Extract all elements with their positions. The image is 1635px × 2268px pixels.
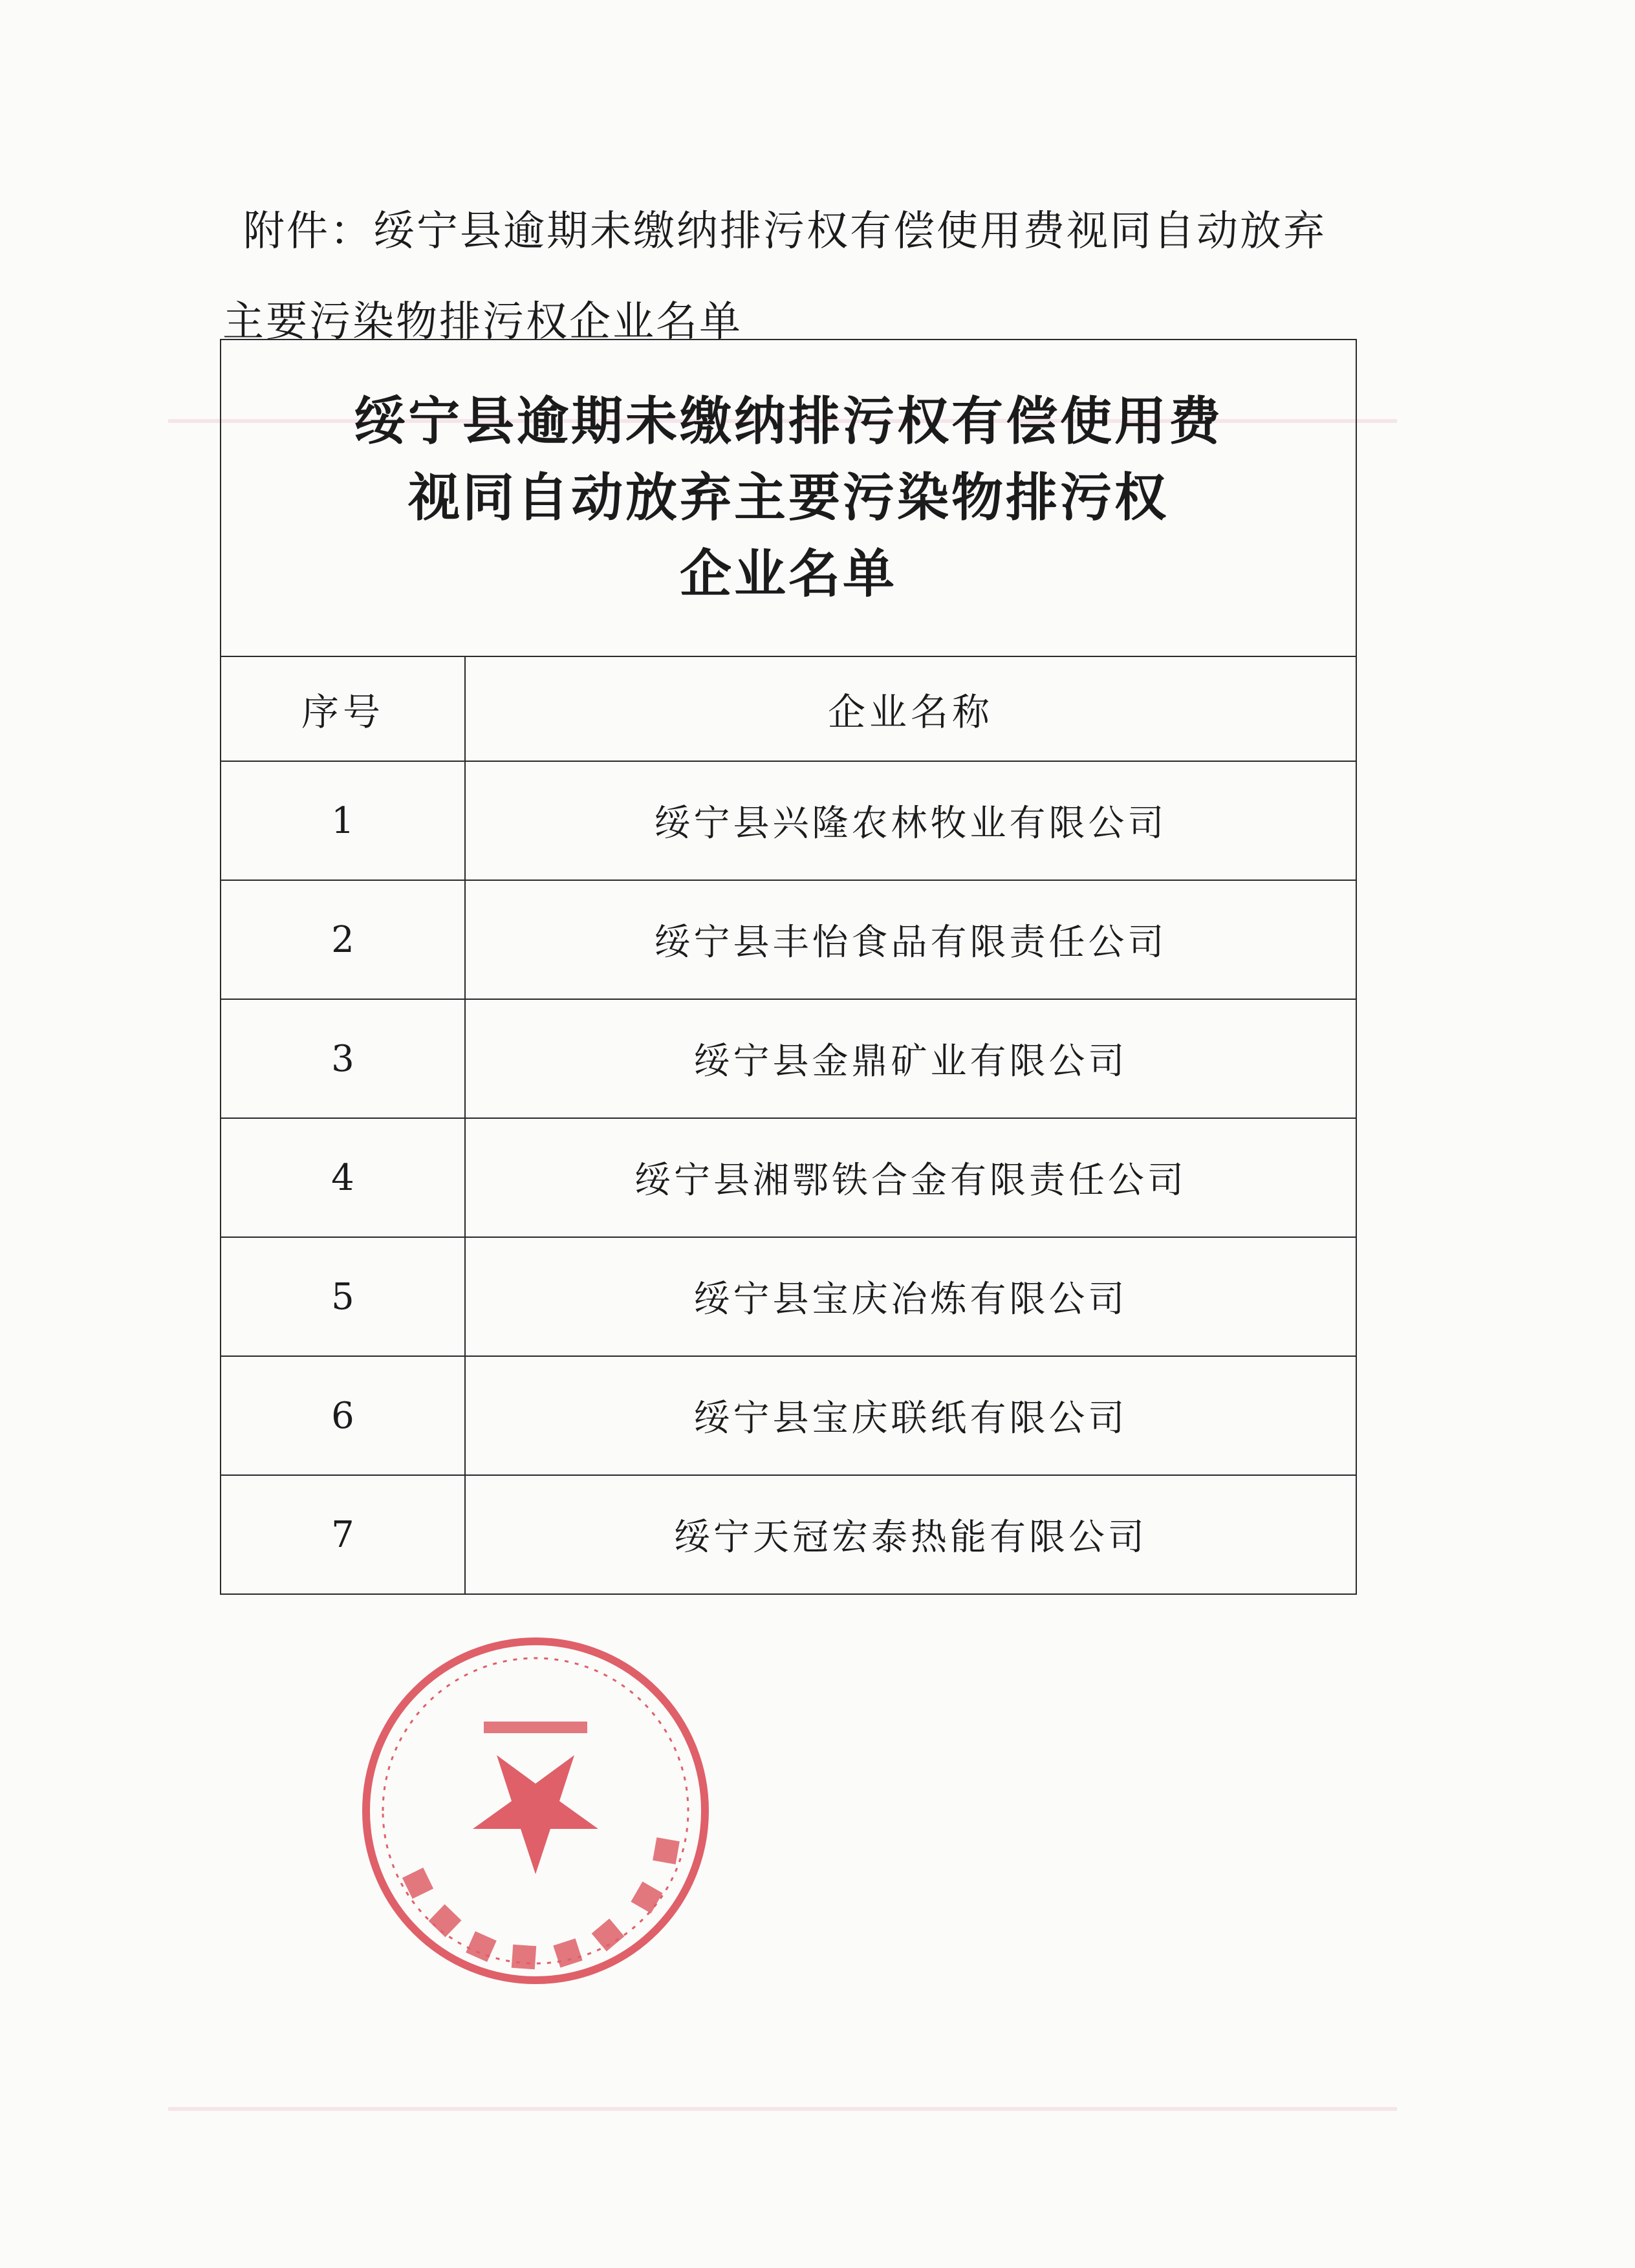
row-number: 6: [221, 1356, 465, 1475]
company-name: 绥宁县宝庆冶炼有限公司: [465, 1237, 1356, 1356]
table-row: [221, 1237, 1356, 1356]
company-list-table: [220, 339, 1357, 1595]
table-row: [221, 1356, 1356, 1475]
row-number: 1: [221, 761, 465, 880]
row-number: 2: [221, 880, 465, 999]
reverse-side-bleed-rule-bottom: [168, 2107, 1397, 2111]
table-row: [221, 1475, 1356, 1594]
table-title-line1: 绥宁县逾期未缴纳排污权有偿使用费: [354, 391, 1223, 451]
column-header-number: 序号: [221, 656, 465, 761]
table-row: [221, 880, 1356, 999]
table-title-row: [221, 340, 1356, 656]
company-name: 绥宁县兴隆农林牧业有限公司: [465, 761, 1356, 880]
row-number: 4: [221, 1118, 465, 1237]
attachment-heading-line1: 附件：绥宁县逾期未缴纳排污权有偿使用费视同自动放弃: [243, 208, 1326, 255]
table-row: [221, 1118, 1356, 1237]
table-header-row: [221, 656, 1356, 761]
star-icon: [473, 1755, 598, 1874]
table-title: [221, 340, 1356, 656]
table-title-line3: 企业名单: [680, 544, 897, 604]
row-number: 5: [221, 1237, 465, 1356]
company-name: 绥宁县宝庆联纸有限公司: [465, 1356, 1356, 1475]
company-name: 绥宁县金鼎矿业有限公司: [465, 999, 1356, 1118]
table-row: [221, 761, 1356, 880]
row-number: 3: [221, 999, 465, 1118]
row-number: 7: [221, 1475, 465, 1594]
company-name: 绥宁县湘鄂铁合金有限责任公司: [465, 1118, 1356, 1237]
official-seal: [354, 1630, 717, 1992]
company-name: 绥宁县丰怡食品有限责任公司: [465, 880, 1356, 999]
table-title-line2: 视同自动放弃主要污染物排污权: [408, 468, 1169, 528]
column-header-company: 企业名称: [465, 656, 1356, 761]
table-row: [221, 999, 1356, 1118]
attachment-heading-line2: 主要污染物排污权企业名单: [222, 298, 742, 346]
company-name: 绥宁天冠宏泰热能有限公司: [465, 1475, 1356, 1594]
